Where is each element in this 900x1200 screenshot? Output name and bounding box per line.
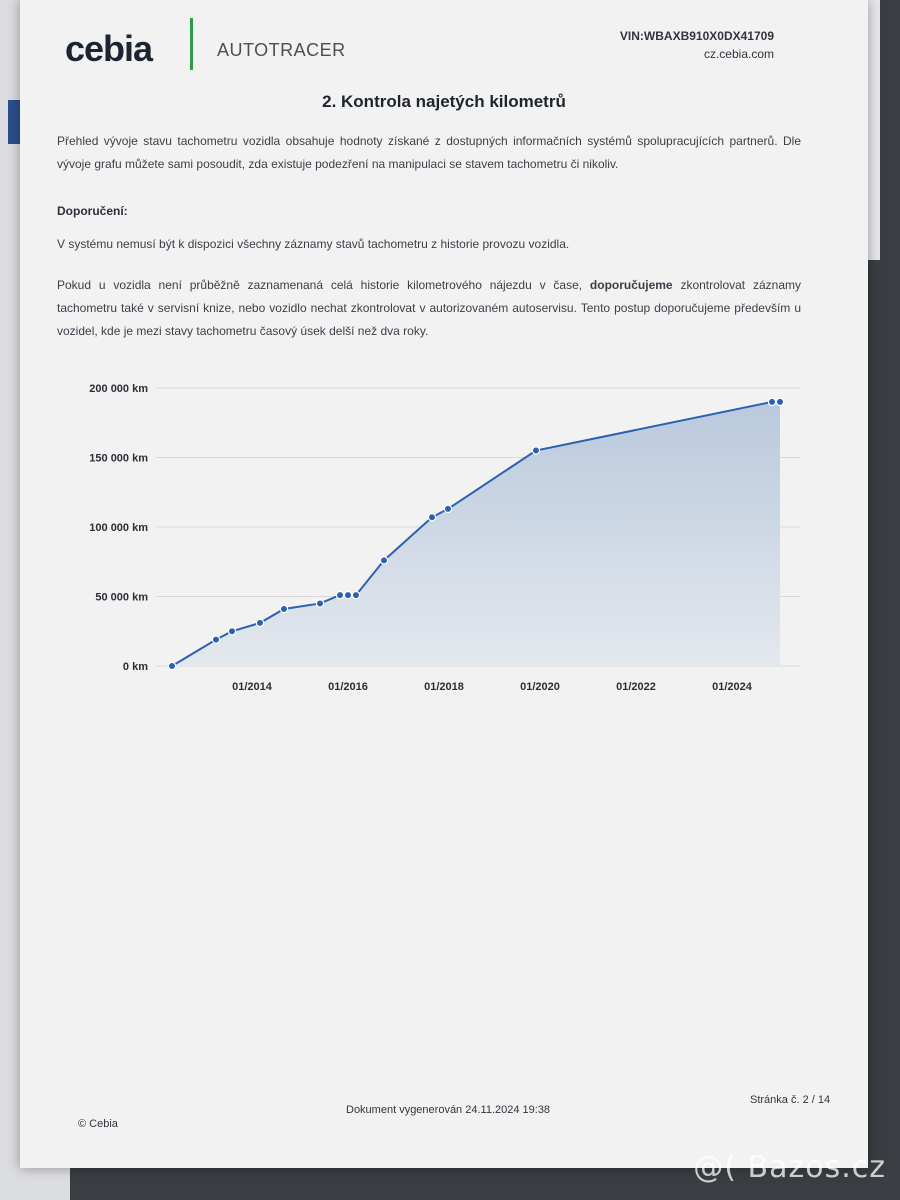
- data-point: [212, 636, 219, 643]
- note-text-b: zkontrolovat záznamy tachometru také v servisní knize, nebo vozidlo nechat zkontrolovat v autorizovaném autoservisu. Tento postup doporučujeme především u vozidel, kde je mezi stavy tachometru časový úsek delší než dva roky.: [57, 278, 801, 338]
- data-point: [352, 592, 359, 599]
- note-text-a: Pokud u vozidla není průběžně zaznamenaná celá historie kilometrového nájezdu v čase,: [57, 278, 590, 292]
- data-point: [768, 398, 775, 405]
- x-tick-label: 01/2014: [232, 681, 272, 693]
- data-point: [168, 662, 175, 669]
- note-paragraph-2: [57, 274, 801, 343]
- page-number: Stránka č. 2 / 14: [750, 1094, 831, 1106]
- data-point: [280, 605, 287, 612]
- data-point: [228, 628, 235, 635]
- logo-divider: [190, 18, 193, 70]
- x-tick-label: 01/2022: [616, 681, 656, 693]
- y-tick-label: 0 km: [122, 661, 148, 673]
- data-point: [532, 447, 539, 454]
- x-tick-label: 01/2024: [712, 681, 752, 693]
- y-tick-label: 100 000 km: [89, 522, 148, 534]
- intro-paragraph: Přehled vývoje stavu tachometru vozidla obsahuje hodnoty získané z dostupných informačních systémů spolupracujících partnerů. Dle vývoje grafu můžete sami posoudit, zda existuje podezření na manipulaci se stavem tachometru či nikoliv.: [57, 134, 801, 171]
- generated-note: Dokument vygenerován 24.11.2024 19:38: [346, 1104, 551, 1116]
- section-title: 2. Kontrola najetých kilometrů: [322, 92, 566, 111]
- x-tick-label: 01/2020: [520, 681, 560, 693]
- site-url: cz.cebia.com: [703, 47, 774, 61]
- note-text-bold: doporučujeme: [589, 278, 673, 292]
- chart-svg: [60, 376, 820, 696]
- mileage-area: [172, 402, 780, 666]
- vin-number: VIN:WBAXB910X0DX41709: [619, 29, 774, 43]
- note-paragraph-1: V systému nemusí být k dispozici všechny záznamy stavů tachometru z historie provozu vozidla.: [57, 237, 570, 251]
- data-point: [336, 592, 343, 599]
- copyright: © Cebia: [78, 1118, 118, 1130]
- data-point: [444, 505, 451, 512]
- data-point: [380, 557, 387, 564]
- data-point: [344, 592, 351, 599]
- recommendation-heading: Doporučení:: [57, 204, 128, 218]
- product-name: AUTOTRACER: [217, 40, 346, 60]
- data-point: [316, 600, 323, 607]
- data-point: [776, 398, 783, 405]
- data-point: [256, 619, 263, 626]
- data-point: [428, 514, 435, 521]
- y-tick-label: 50 000 km: [95, 591, 148, 604]
- y-tick-label: 150 000 km: [89, 452, 148, 465]
- watermark: @( Bazos.cz: [693, 1150, 886, 1185]
- cebia-logo: cebia: [65, 28, 153, 69]
- document-page: [20, 0, 868, 1168]
- x-tick-label: 01/2016: [328, 681, 368, 693]
- odometer-chart: [60, 376, 820, 696]
- y-tick-label: 200 000 km: [89, 383, 148, 395]
- x-tick-label: 01/2018: [424, 681, 464, 693]
